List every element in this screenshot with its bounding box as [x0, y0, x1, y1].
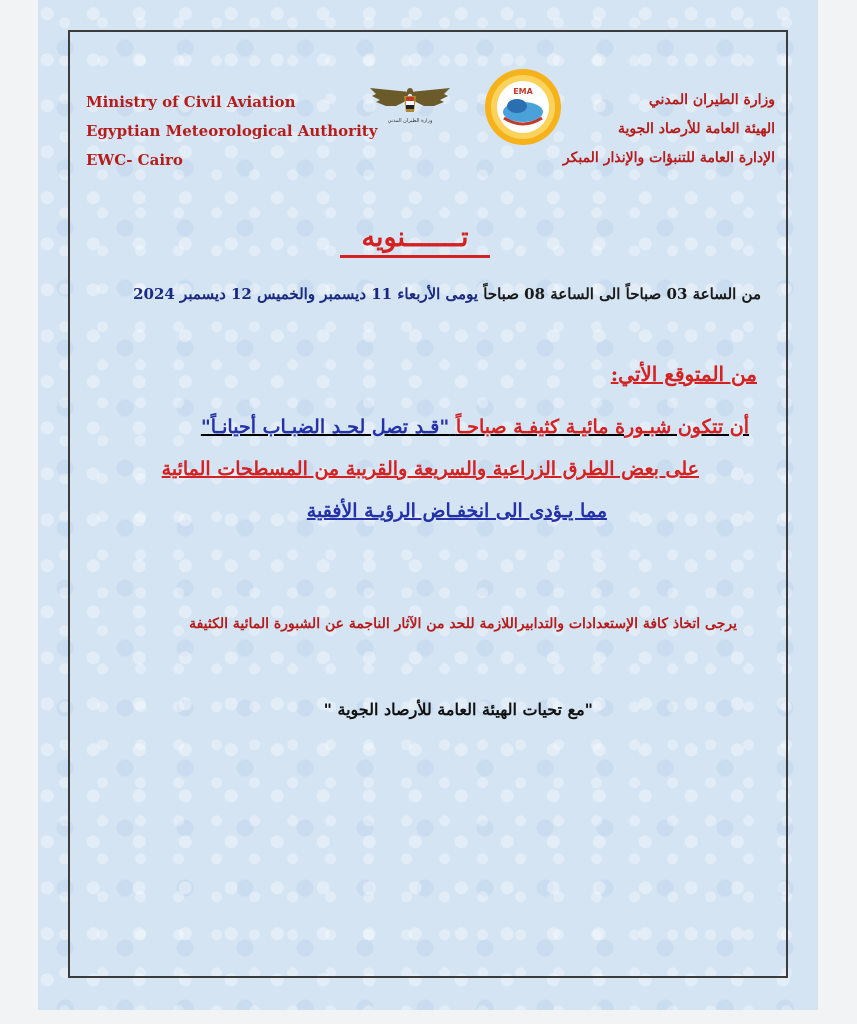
advice-note: يرجى اتخاذ كافة الإستعدادات والتدابيراللازمة للحد من الآثار الناجمة عن الشبورة المائية الكثيفة: [189, 616, 737, 632]
period-hours: من الساعة 03 صباحاً الى الساعة 08 صباحاً: [483, 285, 761, 303]
closing-greeting: "مع تحيات الهيئة العامة للأرصاد الجوية ": [323, 700, 593, 719]
ema-logo-text: EMA: [513, 87, 533, 96]
ministry-name-ar: وزارة الطيران المدني: [648, 92, 775, 108]
notice-title: تـــــــنويه: [340, 222, 490, 258]
period-days: يومى الأربعاء 11 ديسمبر والخميس 12 ديسمبر 2024: [133, 285, 479, 303]
forecast-visibility-quote: "قـد تصل لحـد الضبـاب أحيانـاً": [200, 416, 450, 438]
center-name-ar: الإدارة العامة للتنبؤات والإنذار المبكر: [562, 150, 775, 166]
aviation-emblem-logo: [368, 82, 452, 134]
warning-period: [133, 285, 761, 303]
emblem-caption: وزارة الطيران المدني: [387, 118, 433, 124]
authority-name-en: Egyptian Meteorological Authority: [86, 122, 378, 140]
center-name-en: EWC- Cairo: [86, 151, 183, 169]
english-header: [86, 88, 377, 175]
expected-heading: من المتوقع الأتي:: [610, 362, 757, 386]
ema-logo: [484, 68, 562, 146]
ministry-name-en: Ministry of Civil Aviation: [86, 93, 296, 111]
forecast-line-3: مما يـؤدى الى انخفـاض الرؤيـة الأفقية: [306, 500, 607, 522]
forecast-line-2: على بعض الطرق الزراعية والسريعة والقريبة من المسطحات المائية: [161, 458, 699, 480]
authority-name-ar: الهيئة العامة للأرصاد الجوية: [618, 121, 775, 137]
forecast-line-1: [201, 416, 749, 438]
arabic-header: [563, 86, 775, 173]
forecast-fog-text: أن تتكون شبـورة مائيـة كثيفـة صباحـاً: [455, 416, 749, 438]
